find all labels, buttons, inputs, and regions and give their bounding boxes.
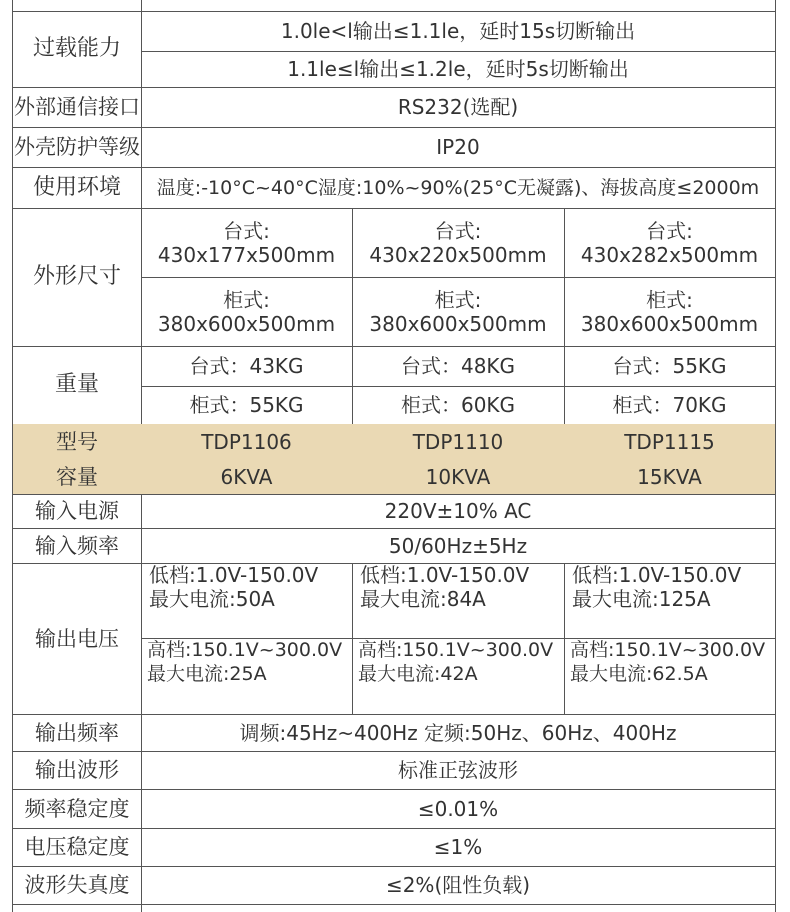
protection-label: 外壳防护等级 — [12, 127, 142, 168]
output-voltage-high-2-range: 高档:150.1V~300.0V — [358, 639, 554, 661]
dimensions-desk-3 — [564, 208, 776, 278]
output-voltage-high-2 — [352, 638, 565, 715]
input-freq-value: 50/60Hz±5Hz — [141, 528, 776, 564]
model-2: TDP1110 — [352, 424, 565, 460]
dimensions-desk-2-label: 台式: — [434, 218, 482, 243]
model-label: 型号 — [12, 424, 142, 460]
output-voltage-low-2-current: 最大电流:84A — [360, 587, 486, 611]
output-voltage-low-2-range: 低档:1.0V-150.0V — [360, 563, 530, 587]
dimensions-cabinet-2-value: 380x600x500mm — [369, 311, 547, 336]
dimensions-cabinet-2-label: 柜式: — [434, 287, 482, 312]
dimensions-cabinet-1-label: 柜式: — [223, 287, 270, 312]
output-voltage-low-3 — [564, 563, 776, 639]
output-voltage-high-2-current: 最大电流:42A — [358, 663, 478, 685]
weight-cabinet-2: 柜式：60KG — [352, 386, 565, 425]
dimensions-cabinet-1 — [141, 277, 353, 347]
dimensions-desk-1 — [141, 208, 353, 278]
dimensions-label: 外形尺寸 — [12, 208, 142, 347]
output-voltage-high-3-range: 高档:150.1V~300.0V — [570, 639, 766, 661]
distortion-label: 波形失真度 — [12, 866, 142, 905]
capacity-1: 6KVA — [141, 459, 353, 495]
protection-value: IP20 — [141, 127, 776, 168]
environment-value: 温度:-10°C~40°C湿度:10%~90%(25°C无凝露)、海拔高度≤2000m — [141, 167, 776, 209]
environment-label: 使用环境 — [12, 167, 142, 209]
output-voltage-label: 输出电压 — [12, 563, 142, 715]
output-freq-value: 调频:45Hz~400Hz 定频:50Hz、60Hz、400Hz — [141, 714, 776, 752]
output-voltage-low-3-current: 最大电流:125A — [572, 587, 711, 611]
overload-line2: 1.1le≤l输出≤1.2le，延时5s切断输出 — [141, 51, 776, 88]
input-freq-label: 输入频率 — [12, 528, 142, 564]
dimensions-desk-2-value: 430x220x500mm — [369, 242, 547, 267]
output-voltage-low-1 — [141, 563, 353, 639]
dimensions-desk-1-value: 430x177x500mm — [157, 242, 336, 267]
dimensions-cabinet-3 — [564, 277, 776, 347]
output-voltage-high-1-range: 高档:150.1V~300.0V — [147, 639, 343, 661]
volt-stability-label: 电压稳定度 — [12, 828, 142, 867]
capacity-label: 容量 — [12, 459, 142, 495]
output-freq-label: 输出频率 — [12, 714, 142, 752]
dimensions-desk-3-value: 430x282x500mm — [580, 242, 759, 267]
weight-cabinet-1: 柜式：55KG — [141, 386, 353, 425]
model-3: TDP1115 — [564, 424, 776, 460]
output-voltage-high-1-current: 最大电流:25A — [147, 663, 267, 685]
dimensions-cabinet-3-value: 380x600x500mm — [580, 311, 759, 336]
weight-desk-3: 台式：55KG — [564, 346, 776, 387]
weight-label: 重量 — [12, 346, 142, 425]
output-voltage-high-3-current: 最大电流:62.5A — [570, 663, 708, 685]
freq-stability-label: 频率稳定度 — [12, 789, 142, 829]
waveform-label: 输出波形 — [12, 751, 142, 790]
dimensions-cabinet-3-label: 柜式: — [646, 287, 693, 312]
distortion-value: ≤2%(阻性负载) — [141, 866, 776, 905]
dimensions-desk-3-label: 台式: — [646, 218, 693, 243]
input-power-label: 输入电源 — [12, 494, 142, 529]
overload-label: 过载能力 — [12, 11, 142, 88]
output-voltage-low-2 — [352, 563, 565, 639]
output-voltage-high-1 — [141, 638, 353, 715]
output-voltage-low-3-range: 低档:1.0V-150.0V — [572, 563, 742, 587]
output-voltage-low-1-range: 低档:1.0V-150.0V — [149, 563, 319, 587]
weight-cabinet-3: 柜式：70KG — [564, 386, 776, 425]
output-voltage-high-3 — [564, 638, 776, 715]
weight-desk-2: 台式：48KG — [352, 346, 565, 387]
dimensions-cabinet-2 — [352, 277, 565, 347]
capacity-3: 15KVA — [564, 459, 776, 495]
output-voltage-low-1-current: 最大电流:50A — [149, 587, 275, 611]
freq-stability-value: ≤0.01% — [141, 789, 776, 829]
overload-line1: 1.0le<l输出≤1.1le，延时15s切断输出 — [141, 11, 776, 52]
capacity-2: 10KVA — [352, 459, 565, 495]
dimensions-desk-1-label: 台式: — [223, 218, 270, 243]
dimensions-desk-2 — [352, 208, 565, 278]
volt-stability-value: ≤1% — [141, 828, 776, 867]
comm-label: 外部通信接口 — [12, 87, 142, 128]
dimensions-cabinet-1-value: 380x600x500mm — [157, 311, 336, 336]
comm-value: RS232(选配) — [141, 87, 776, 128]
input-power-value: 220V±10% AC — [141, 494, 776, 529]
waveform-value: 标准正弦波形 — [141, 751, 776, 790]
weight-desk-1: 台式：43KG — [141, 346, 353, 387]
model-1: TDP1106 — [141, 424, 353, 460]
